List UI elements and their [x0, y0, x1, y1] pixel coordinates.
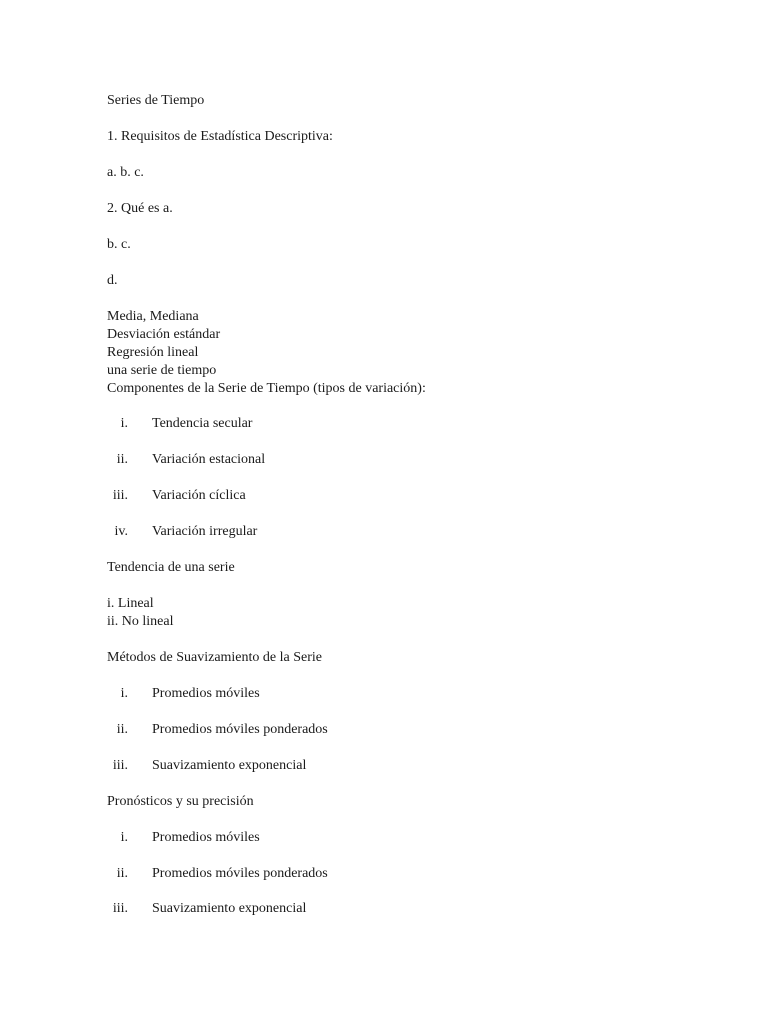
list-number: ii. — [116, 722, 128, 737]
list-number: ii. — [116, 452, 128, 467]
list-item: Promedios móviles ponderados — [152, 866, 328, 881]
list-item: Variación estacional — [152, 452, 266, 467]
block-line: una serie de tiempo — [107, 363, 217, 378]
block-line: Regresión lineal — [107, 345, 199, 360]
list-item: Variación cíclica — [152, 488, 246, 503]
trend-item: ii. No lineal — [107, 614, 174, 629]
trend-heading: Tendencia de una serie — [107, 560, 235, 575]
list-number: i. — [120, 686, 128, 701]
list-number: ii. — [116, 866, 128, 881]
list-number: iii. — [112, 488, 128, 503]
forecasts-heading: Pronósticos y su precisión — [107, 794, 254, 809]
list-item: Suavizamiento exponencial — [152, 758, 307, 773]
requirements-list-abc: a. b. c. — [107, 165, 144, 180]
list-item: Promedios móviles ponderados — [152, 722, 328, 737]
block-line: Desviación estándar — [107, 327, 221, 342]
list-number: i. — [120, 416, 128, 431]
block-line: Media, Mediana — [107, 309, 199, 324]
trend-item: i. Lineal — [107, 596, 154, 611]
components-heading: Componentes de la Serie de Tiempo (tipos de variación): — [107, 381, 426, 396]
list-number: iii. — [112, 758, 128, 773]
list-item: Variación irregular — [152, 524, 258, 539]
requirements-heading: 1. Requisitos de Estadística Descriptiva: — [107, 129, 333, 144]
list-item: Suavizamiento exponencial — [152, 901, 307, 916]
list-number: iii. — [112, 901, 128, 916]
smoothing-methods-heading: Métodos de Suavizamiento de la Serie — [107, 650, 322, 665]
list-item: Promedios móviles — [152, 830, 260, 845]
what-is-heading: 2. Qué es a. — [107, 201, 173, 216]
document-title: Series de Tiempo — [107, 93, 205, 108]
what-is-items-bc: b. c. — [107, 237, 131, 252]
what-is-item-d: d. — [107, 273, 118, 288]
list-number: i. — [120, 830, 128, 845]
list-item: Tendencia secular — [152, 416, 253, 431]
list-item: Promedios móviles — [152, 686, 260, 701]
list-number: iv. — [114, 524, 128, 539]
